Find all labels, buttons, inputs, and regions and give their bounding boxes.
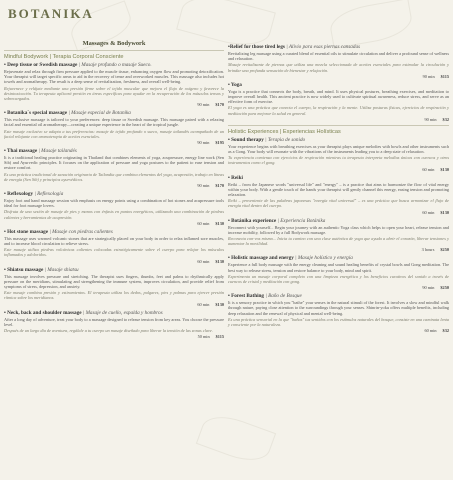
service-item (4, 148, 224, 188)
service-description: Experience a full body massage with the energy cleaning and sound healing benefits of crystal bowls and Gong meditation. The best way to release stress, tension and restore balance to your body, mind and spirit. (228, 262, 449, 273)
brand-logo: BOTANIKA (8, 6, 94, 21)
service-title: • Forest Bathing (228, 293, 265, 300)
service-title: • Reflexology (4, 191, 34, 198)
service-list (228, 137, 449, 333)
service-duration: 60 min (197, 258, 210, 264)
service-item (4, 229, 224, 264)
service-item (4, 267, 224, 307)
service-description: Reiki – from the Japanese words "universal life" and "energy" – is a practice that aims to harmonize the flow of vital energy within your body. With a gentle touch of the hands your therapist will gently channel this energy, easing tension and promoting relaxation. (228, 181, 449, 198)
section-title: Mindful Bodywork | Terapia Corporal Consciente (4, 54, 124, 60)
service-title-es: | Masaje especial de Botanika (67, 110, 131, 117)
service-title-es: | Reflexología (33, 191, 64, 198)
service-item (228, 82, 449, 122)
service-duration: 90 min (197, 183, 210, 189)
service-duration: 90 min (197, 140, 210, 146)
price-row (4, 183, 224, 188)
service-description-es: Experimenta un masaje corporal completo con una limpieza energética y los beneficios curativos del sonido a través de cuencos de cristal y meditación con gong. (228, 273, 449, 285)
service-duration: 90 min (197, 102, 210, 108)
service-heading (228, 218, 449, 224)
service-heading (228, 82, 449, 88)
service-price: $115 (215, 334, 224, 340)
service-description-es: Es una práctica sensorial en la que "bañas" tus sentidos con los estímulos naturales del bosque, consiste en una caminata lenta y consciente por la naturaleza. (228, 316, 449, 328)
service-title: • Hot stone massage (4, 228, 49, 235)
service-item (4, 310, 224, 340)
service-heading (4, 110, 224, 116)
service-heading (228, 293, 449, 299)
service-description: Revitalizing leg massage using a curated blend of essential oils to stimulate circulation and deliver a profound sense of wellness and relaxation. (228, 51, 449, 62)
divider (4, 50, 224, 51)
service-duration: 60 min (197, 301, 210, 307)
price-row (228, 167, 449, 172)
service-duration: 90 min (424, 116, 437, 122)
service-title-es: | Masaje de cuello, espalda y hombros (81, 309, 163, 316)
service-price: $250 (440, 285, 449, 291)
service-description: Yoga is a practice that connects the body, breath, and mind. It uses physical postures, breathing exercises, and meditation to improve overall health. This ancient practice is now widely used to cultivate spiritual awareness, reduce stress, and serve as an effective form of exercise. (228, 88, 449, 105)
service-heading (228, 175, 449, 181)
service-price: $195 (215, 140, 224, 146)
price-row (4, 102, 224, 107)
section-title: Holistic Experiences | Experiencias Holísticas (228, 128, 341, 135)
service-description-es: Este masaje exclusivo se adapta a tus preferencias: masaje de tejido profundo o sueco, masaje tailandés acompañado de un facial relajante con aromaterapia de aceites esenciales. (4, 128, 224, 139)
service-title: • Botanika´s special massage (4, 110, 68, 117)
service-heading (228, 137, 449, 143)
service-item (228, 44, 449, 79)
service-title: • Botánika experience (228, 217, 277, 224)
service-title-es: | Masaje holístico y energía (293, 255, 353, 262)
service-title: • Sound therapy (228, 136, 264, 143)
service-heading (4, 267, 224, 273)
service-title-es-text: Masaje de cuello, espalda y hombros (85, 309, 163, 316)
service-title: • Thai massage (4, 148, 38, 155)
service-price: $170 (215, 102, 224, 108)
service-title-es-text: Terapia de sonido (267, 136, 306, 143)
service-description-es: Este masaje utiliza piedras volcánicas calientes colocadas estratégicamente sobre el cuerpo para relajar los músculos inflamados y adoloridos. (4, 247, 224, 258)
service-title-es: | Alivio para esas piernas cansadas (284, 44, 361, 50)
service-heading (228, 255, 449, 261)
service-item (4, 110, 224, 145)
service-title-es: | Experiencia Botánika (276, 217, 326, 224)
service-description-es: Disfruta de una sesión de masaje de pies y manos con énfasis en puntos energéticos, utilizando una combinación de piedras calientes y herramientas de acupresión. (4, 209, 224, 220)
service-title-es-text: Masaje profundo o masaje Sueco. (81, 62, 152, 68)
service-title: • Neck, back and shoulder massage (4, 309, 82, 316)
price-row (228, 74, 449, 79)
service-description-es: Después de un largo día de aventura, regálale a tu cuerpo un masaje diseñado para liberar la tensión de las zonas clave. (4, 328, 213, 334)
service-item (4, 62, 224, 107)
service-description-es: Tu experiencia comienza con ejercicios de respiración mientras tu terapeuta interpreta melodías únicas con cuencos y otros instrumentos como el gong. (228, 155, 449, 166)
service-title-es-text: Masaje con piedras calientes (52, 228, 113, 235)
service-title: • Yoga (228, 81, 242, 88)
service-price: $130 (440, 209, 449, 215)
service-item (228, 175, 449, 215)
service-description-es: Es una práctica tradicional de sanación originaria de Tailandia que combina elementos del yoga, acupresión, trabajo en líneas de energía (Sen Sib) y principios ayurvédicos. (4, 171, 224, 182)
service-heading (228, 44, 449, 50)
service-title-es-text: Reflexología (37, 191, 64, 198)
service-description-es: Reiki – proveniente de las palabras japonesas "energía vital universal" – es una práctica que busca armonizar el flujo de energía vital dentro del cuerpo. (228, 198, 449, 209)
service-heading (4, 229, 224, 235)
service-price: $130 (215, 258, 224, 264)
service-heading (4, 62, 224, 68)
service-description: This exclusive massage is tailored to your preferences: deep tissue or Swedish massage. This massage paired with a relaxing facial and essential oil aromatherapy—creating a unique experience in the heart of the tropical jungle. (4, 117, 224, 128)
service-description: It is a traditional healing practice originating in Thailand that combines elements of yoga, acupressure, energy line work (Sen Sib) and Ayurvedic principles. It focuses on the application of pressure and yoga postures to the patient to ease tension and restore comfort. (4, 155, 224, 171)
price-row (228, 117, 449, 122)
service-title-es: | Masaje con piedras calientes (48, 228, 113, 235)
service-description: This massage uses warmed volcanic stones that are strategically placed on your body in order to relax inflamed sore muscles, and to increase blood circulation to relieve stress. (4, 235, 224, 247)
service-price: $250 (440, 247, 449, 253)
price-row (4, 221, 224, 226)
service-description: It is a sensory practice in which you "bathe" your senses in the natural stimuli of the forest. It involves a slow and mindful walk through nature, paying close attention to the surroundings through your senses. Shinrin-yoku offers multiple benefits, including deep relaxation and the renewal of physical and mental well-being. (228, 300, 449, 316)
service-duration: 50 min (197, 334, 210, 340)
service-duration: 90 min (422, 285, 435, 291)
service-title-es-text: Masaje especial de Botanika (71, 110, 131, 117)
service-price: $130 (440, 166, 449, 172)
service-item (228, 293, 449, 333)
service-description: Your experience begins with breathing exercises as your therapist plays unique melodies with bowls and other instruments such as a Gong. Your body will resonate with the vibrations of the instruments leading you to a deep state of relaxation. (228, 143, 449, 155)
service-title-es-text: Experiencia Botánika (280, 217, 326, 224)
service-title: • Shiatsu massage (4, 266, 44, 273)
service-price: $130 (215, 301, 224, 307)
price-row (4, 259, 224, 264)
price-row (228, 285, 449, 290)
price-row (228, 247, 449, 252)
leaf-decoration (196, 409, 276, 468)
price-row (228, 328, 449, 333)
service-title: • Reiki (228, 174, 243, 181)
service-title-es-text: Masaje shiatsu (47, 266, 79, 273)
price-row (4, 140, 224, 145)
service-heading (4, 191, 224, 197)
service-item (4, 191, 224, 226)
service-item (228, 137, 449, 172)
service-description: After a long day of adventure, treat your body to a massage designed to release tension from key areas. You choose the pressure level. (4, 316, 224, 327)
service-description: Reconnect with yourself... Begin your journey with an authentic Yoga class which helps to open your heart, release tension and increase mobility, followed by a full Bodywork massage. (228, 224, 449, 235)
service-description-es: El yoga es una práctica que conecta el cuerpo, la respiración y la mente. Utiliza posturas físicas, ejercicios de respiración y meditación para mejorar la salud en general. (228, 105, 449, 116)
service-description-es: Reconecta con-vos mismo... Inicia tu camino con una clase auténtica de yoga que ayuda a abrir el corazón, liberar tensiones y aumentar la movilidad. (228, 236, 449, 247)
service-description-es: Este masaje combina presión y estiramientos. El terapeuta utiliza los dedos, pulgares, pies y palmas para ejercer presión rítmica sobre los meridianos. (4, 290, 224, 301)
service-title-es: | Terapia de sonido (263, 136, 306, 143)
service-duration: 60 min (424, 328, 437, 334)
service-title-es: | Baño de Bosque (264, 293, 302, 300)
service-duration: 60 min (422, 209, 435, 215)
service-heading (4, 310, 224, 316)
column-header: Massages & Bodywork (82, 40, 146, 47)
service-description: This massage involves pressure and stretching. The therapist uses fingers, thumbs, feet and palms to rhythmically apply pressure on the meridians, stimulating and strengthening the immune system, improves circulation, and provide relief from symptoms of stress, depression, and anxiety. (4, 273, 224, 290)
service-title-es-text: Baño de Bosque (268, 293, 302, 300)
service-item (228, 218, 449, 253)
service-duration: 3 hours (421, 247, 435, 253)
holistic-column (228, 44, 449, 336)
service-description-es: Rejuvenece y relájate mediante una presión firme sobre el tejido muscular que mejora el flujo de oxígeno y favorece la desintoxicación. Tu terapeuta aplicará presión en áreas específicas para ayudar en la recuperación de los músculos tensos y sobrecargados. (4, 85, 224, 102)
service-price: $130 (215, 220, 224, 226)
massages-column (4, 40, 224, 342)
service-duration: 60 min (422, 166, 435, 172)
service-title-es-text: Alivio para esas piernas cansadas (288, 44, 361, 50)
service-description-es: Masaje revitalizante de piernas que utiliza una mezcla seleccionada de aceites esenciales para estimular la circulación y brindar una profunda sensación de bienestar y relajación. (228, 62, 449, 73)
service-title-es: | Masaje profundo o masaje Sueco. (77, 62, 152, 68)
service-description: Rejuvenate and relax through firm pressure applied to the muscle tissue, enhancing oxygen flow and promoting detoxification. Your therapist will target specific areas to aid in the recovery of tense and overworked muscles. This massage also includes hot towels and aromatherapy. The result is a deep sense of revitalization, freshness, and overall well-being. (4, 69, 224, 85)
price-row (228, 210, 449, 215)
leaf-decoration (327, 0, 414, 49)
service-title: •Relief for those tired legs (228, 44, 285, 50)
service-title-es: | Masaje shiatsu (43, 266, 79, 273)
price-row (4, 302, 224, 307)
service-price: $32 (442, 328, 449, 334)
service-title-es-text: Masaje tailandés (41, 148, 77, 155)
service-title: • Holistic massage and energy (228, 255, 294, 262)
service-description: Enjoy foot and hand massage session with emphasis on energy points using a combination of hot stones and acupressure tools ideal for foot massage lovers. (4, 198, 224, 209)
service-title-es-text: Masaje holístico y energía (297, 255, 353, 262)
divider (228, 125, 449, 126)
service-duration: 90 min (422, 73, 435, 79)
service-title-es: | Masaje tailandés (37, 148, 77, 155)
service-price: $115 (440, 73, 449, 79)
service-title: • Deep tissue or Swedish massage (4, 62, 78, 68)
service-price: $32 (442, 116, 449, 122)
price-row (4, 334, 224, 339)
service-list (4, 62, 224, 339)
service-item (228, 255, 449, 290)
service-heading (4, 148, 224, 154)
service-duration: 60 min (197, 220, 210, 226)
service-list (228, 44, 449, 122)
service-price: $170 (215, 183, 224, 189)
